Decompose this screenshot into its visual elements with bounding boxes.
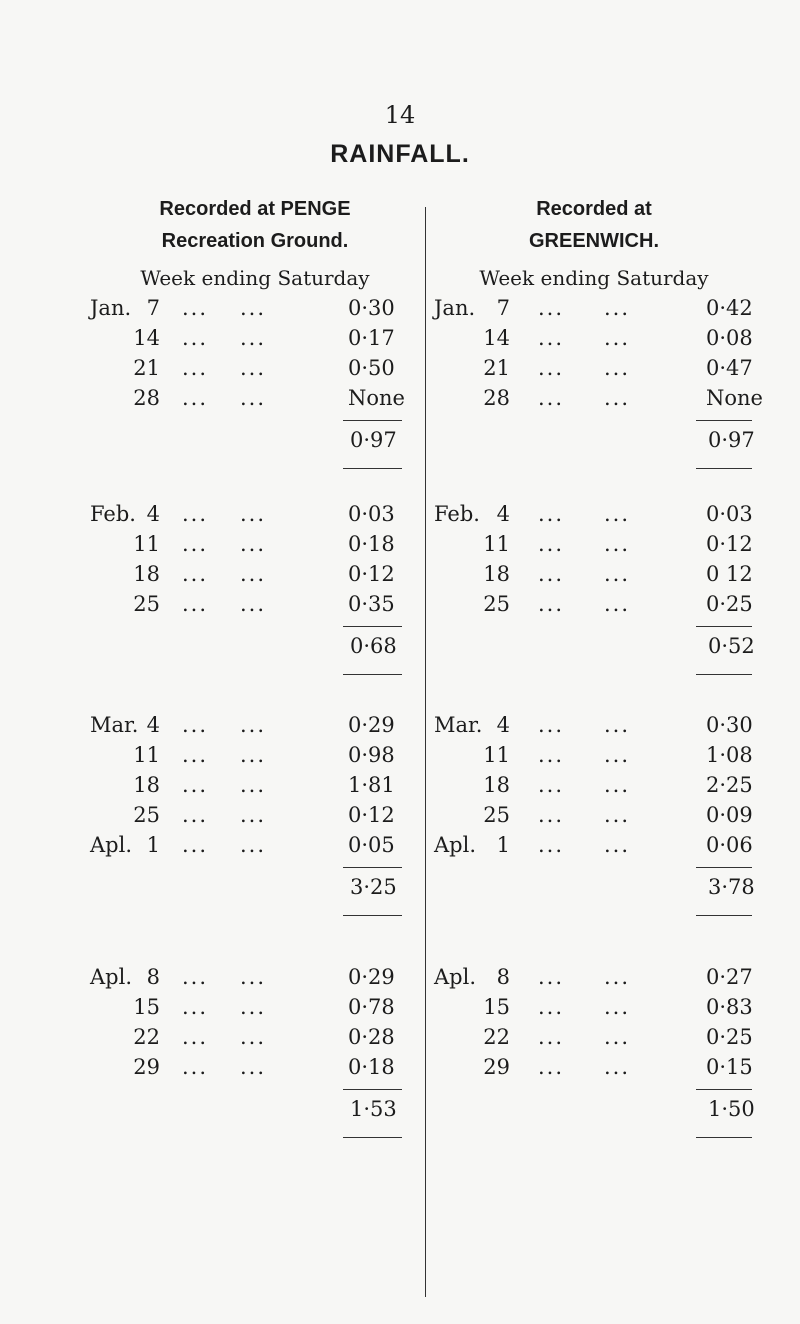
rainfall-value: 0·15 — [706, 1055, 753, 1079]
leader-dots: ... — [604, 833, 631, 857]
leader-dots: ... — [240, 326, 267, 350]
group-total: 3·25 — [350, 875, 397, 899]
rainfall-value: 0·30 — [348, 296, 395, 320]
rainfall-value: 0·05 — [348, 833, 395, 857]
rainfall-value: 0·25 — [706, 1025, 753, 1049]
day-label: 18 — [133, 562, 160, 586]
table-row — [434, 713, 754, 743]
month-label: Mar. — [90, 713, 139, 737]
group-total: 1·53 — [350, 1097, 397, 1121]
leader-dots: ... — [182, 833, 209, 857]
day-label: 25 — [483, 592, 510, 616]
leader-dots: ... — [604, 296, 631, 320]
leader-dots: ... — [604, 965, 631, 989]
leader-dots: ... — [538, 562, 565, 586]
table-row — [90, 502, 420, 532]
leader-dots: ... — [182, 356, 209, 380]
table-row — [434, 995, 754, 1025]
leader-dots: ... — [182, 743, 209, 767]
rainfall-value: 0·18 — [348, 1055, 395, 1079]
leader-dots: ... — [240, 592, 267, 616]
table-row — [90, 743, 420, 773]
day-label: 8 — [496, 965, 510, 989]
day-label: 18 — [483, 773, 510, 797]
total-rule-top — [343, 1089, 402, 1090]
group-total: 0·97 — [708, 428, 755, 452]
table-row — [90, 1055, 420, 1085]
table-row — [434, 1055, 754, 1085]
leader-dots: ... — [538, 743, 565, 767]
total-rule-top — [696, 867, 752, 868]
rainfall-value: 1·08 — [706, 743, 753, 767]
day-label: 22 — [483, 1025, 510, 1049]
leader-dots: ... — [240, 803, 267, 827]
rainfall-value: 0·83 — [706, 995, 753, 1019]
rainfall-value: 0·09 — [706, 803, 753, 827]
day-label: 11 — [483, 743, 510, 767]
table-row — [90, 833, 420, 863]
total-rule-bottom — [343, 468, 402, 469]
day-label: 4 — [146, 502, 160, 526]
table-row — [90, 326, 420, 356]
table-row — [90, 296, 420, 326]
table-row — [90, 713, 420, 743]
total-rule-bottom — [343, 915, 402, 916]
rainfall-value: 0·25 — [706, 592, 753, 616]
page-title: RAINFALL. — [330, 140, 470, 168]
day-label: 11 — [133, 743, 160, 767]
rainfall-value: 0·17 — [348, 326, 395, 350]
rainfall-value: 0·12 — [348, 803, 395, 827]
table-row — [434, 1025, 754, 1055]
leader-dots: ... — [604, 562, 631, 586]
rainfall-value: 0·35 — [348, 592, 395, 616]
leader-dots: ... — [604, 386, 631, 410]
day-label: 15 — [133, 995, 160, 1019]
table-row — [90, 1025, 420, 1055]
leader-dots: ... — [182, 713, 209, 737]
rainfall-value: 0·98 — [348, 743, 395, 767]
leader-dots: ... — [240, 296, 267, 320]
rainfall-value: 0·06 — [706, 833, 753, 857]
leader-dots: ... — [240, 532, 267, 556]
table-row — [434, 592, 754, 622]
leader-dots: ... — [538, 803, 565, 827]
day-label: 8 — [146, 965, 160, 989]
leader-dots: ... — [240, 833, 267, 857]
table-row — [434, 562, 754, 592]
leader-dots: ... — [538, 1055, 565, 1079]
day-label: 21 — [133, 356, 160, 380]
total-rule-bottom — [696, 674, 752, 675]
rainfall-value: 0·03 — [348, 502, 395, 526]
day-label: 25 — [133, 803, 160, 827]
group-total: 0·97 — [350, 428, 397, 452]
leader-dots: ... — [604, 773, 631, 797]
leader-dots: ... — [182, 386, 209, 410]
leader-dots: ... — [182, 1055, 209, 1079]
column-header-line1: Recorded at PENGE — [159, 198, 351, 220]
leader-dots: ... — [604, 1025, 631, 1049]
leader-dots: ... — [538, 995, 565, 1019]
rainfall-value: None — [348, 386, 405, 410]
leader-dots: ... — [538, 326, 565, 350]
table-row — [90, 356, 420, 386]
day-label: 28 — [483, 386, 510, 410]
leader-dots: ... — [182, 562, 209, 586]
group-total: 3·78 — [708, 875, 755, 899]
leader-dots: ... — [538, 296, 565, 320]
leader-dots: ... — [182, 965, 209, 989]
day-label: 25 — [133, 592, 160, 616]
day-label: 21 — [483, 356, 510, 380]
leader-dots: ... — [182, 1025, 209, 1049]
rainfall-value: 0·28 — [348, 1025, 395, 1049]
leader-dots: ... — [182, 502, 209, 526]
table-row — [434, 743, 754, 773]
table-row — [90, 386, 420, 416]
leader-dots: ... — [240, 356, 267, 380]
day-label: 18 — [133, 773, 160, 797]
day-label: 1 — [146, 833, 160, 857]
total-rule-bottom — [343, 674, 402, 675]
day-label: 4 — [496, 502, 510, 526]
rainfall-value: 0·27 — [706, 965, 753, 989]
table-row — [90, 965, 420, 995]
leader-dots: ... — [182, 532, 209, 556]
rainfall-value: None — [706, 386, 763, 410]
table-row — [434, 965, 754, 995]
month-label: Apl. — [434, 833, 476, 857]
column-header-line2: Recreation Ground. — [161, 230, 349, 252]
day-label: 7 — [496, 296, 510, 320]
total-rule-top — [696, 1089, 752, 1090]
rainfall-value: 0·08 — [706, 326, 753, 350]
table-row — [434, 356, 754, 386]
column-header-line1: Recorded at — [536, 198, 652, 220]
rainfall-value: 0·30 — [706, 713, 753, 737]
leader-dots: ... — [240, 386, 267, 410]
leader-dots: ... — [604, 502, 631, 526]
table-row — [434, 386, 763, 416]
month-label: Mar. — [434, 713, 483, 737]
day-label: 25 — [483, 803, 510, 827]
day-label: 29 — [133, 1055, 160, 1079]
leader-dots: ... — [182, 592, 209, 616]
total-rule-bottom — [696, 468, 752, 469]
day-label: 28 — [133, 386, 160, 410]
day-label: 7 — [146, 296, 160, 320]
total-rule-bottom — [343, 1137, 402, 1138]
rainfall-value: 0 12 — [706, 562, 753, 586]
month-label: Apl. — [434, 965, 476, 989]
day-label: 4 — [146, 713, 160, 737]
leader-dots: ... — [538, 773, 565, 797]
leader-dots: ... — [240, 713, 267, 737]
rainfall-value: 0·42 — [706, 296, 753, 320]
leader-dots: ... — [240, 502, 267, 526]
rainfall-value: 2·25 — [706, 773, 753, 797]
leader-dots: ... — [182, 773, 209, 797]
leader-dots: ... — [182, 995, 209, 1019]
leader-dots: ... — [538, 386, 565, 410]
table-row — [90, 803, 420, 833]
total-rule-top — [696, 626, 752, 627]
month-label: Jan. — [90, 296, 132, 320]
column-header-line2: GREENWICH. — [529, 230, 659, 252]
leader-dots: ... — [604, 592, 631, 616]
total-rule-top — [343, 420, 402, 421]
table-row — [434, 326, 754, 356]
leader-dots: ... — [604, 713, 631, 737]
month-label: Apl. — [90, 833, 132, 857]
leader-dots: ... — [538, 532, 565, 556]
column-subheader: Week ending Saturday — [140, 266, 370, 290]
rainfall-value: 0·78 — [348, 995, 395, 1019]
month-label: Jan. — [434, 296, 476, 320]
rainfall-value: 0·18 — [348, 532, 395, 556]
rainfall-value: 0·12 — [348, 562, 395, 586]
table-row — [434, 532, 754, 562]
table-row — [90, 562, 420, 592]
rainfall-value: 0·47 — [706, 356, 753, 380]
leader-dots: ... — [604, 532, 631, 556]
page-number: 14 — [384, 101, 416, 129]
table-row — [90, 592, 420, 622]
leader-dots: ... — [538, 356, 565, 380]
rainfall-value: 0·12 — [706, 532, 753, 556]
leader-dots: ... — [538, 502, 565, 526]
rainfall-value: 0·29 — [348, 965, 395, 989]
table-row — [90, 995, 420, 1025]
day-label: 14 — [133, 326, 160, 350]
leader-dots: ... — [240, 965, 267, 989]
leader-dots: ... — [240, 995, 267, 1019]
group-total: 0·68 — [350, 634, 397, 658]
leader-dots: ... — [182, 326, 209, 350]
day-label: 15 — [483, 995, 510, 1019]
table-row — [434, 833, 754, 863]
day-label: 4 — [496, 713, 510, 737]
day-label: 1 — [496, 833, 510, 857]
day-label: 14 — [483, 326, 510, 350]
leader-dots: ... — [240, 773, 267, 797]
group-total: 0·52 — [708, 634, 755, 658]
table-row — [434, 773, 754, 803]
leader-dots: ... — [538, 1025, 565, 1049]
leader-dots: ... — [182, 803, 209, 827]
total-rule-top — [696, 420, 752, 421]
table-row — [90, 532, 420, 562]
leader-dots: ... — [240, 562, 267, 586]
total-rule-top — [343, 867, 402, 868]
leader-dots: ... — [604, 356, 631, 380]
table-row — [90, 773, 420, 803]
total-rule-top — [343, 626, 402, 627]
leader-dots: ... — [604, 743, 631, 767]
day-label: 29 — [483, 1055, 510, 1079]
total-rule-bottom — [696, 1137, 752, 1138]
day-label: 22 — [133, 1025, 160, 1049]
rainfall-value: 0·29 — [348, 713, 395, 737]
table-row — [434, 803, 754, 833]
leader-dots: ... — [538, 833, 565, 857]
rainfall-value: 1·81 — [348, 773, 395, 797]
table-row — [434, 502, 754, 532]
leader-dots: ... — [240, 1025, 267, 1049]
leader-dots: ... — [240, 743, 267, 767]
leader-dots: ... — [182, 296, 209, 320]
month-label: Feb. — [434, 502, 480, 526]
leader-dots: ... — [538, 965, 565, 989]
leader-dots: ... — [604, 995, 631, 1019]
month-label: Apl. — [90, 965, 132, 989]
column-divider — [425, 207, 426, 1297]
group-total: 1·50 — [708, 1097, 755, 1121]
leader-dots: ... — [604, 326, 631, 350]
table-row — [434, 296, 754, 326]
leader-dots: ... — [240, 1055, 267, 1079]
day-label: 11 — [483, 532, 510, 556]
column-subheader: Week ending Saturday — [479, 266, 709, 290]
rainfall-value: 0·50 — [348, 356, 395, 380]
leader-dots: ... — [538, 592, 565, 616]
day-label: 18 — [483, 562, 510, 586]
leader-dots: ... — [538, 713, 565, 737]
leader-dots: ... — [604, 803, 631, 827]
total-rule-bottom — [696, 915, 752, 916]
month-label: Feb. — [90, 502, 136, 526]
leader-dots: ... — [604, 1055, 631, 1079]
day-label: 11 — [133, 532, 160, 556]
rainfall-value: 0·03 — [706, 502, 753, 526]
